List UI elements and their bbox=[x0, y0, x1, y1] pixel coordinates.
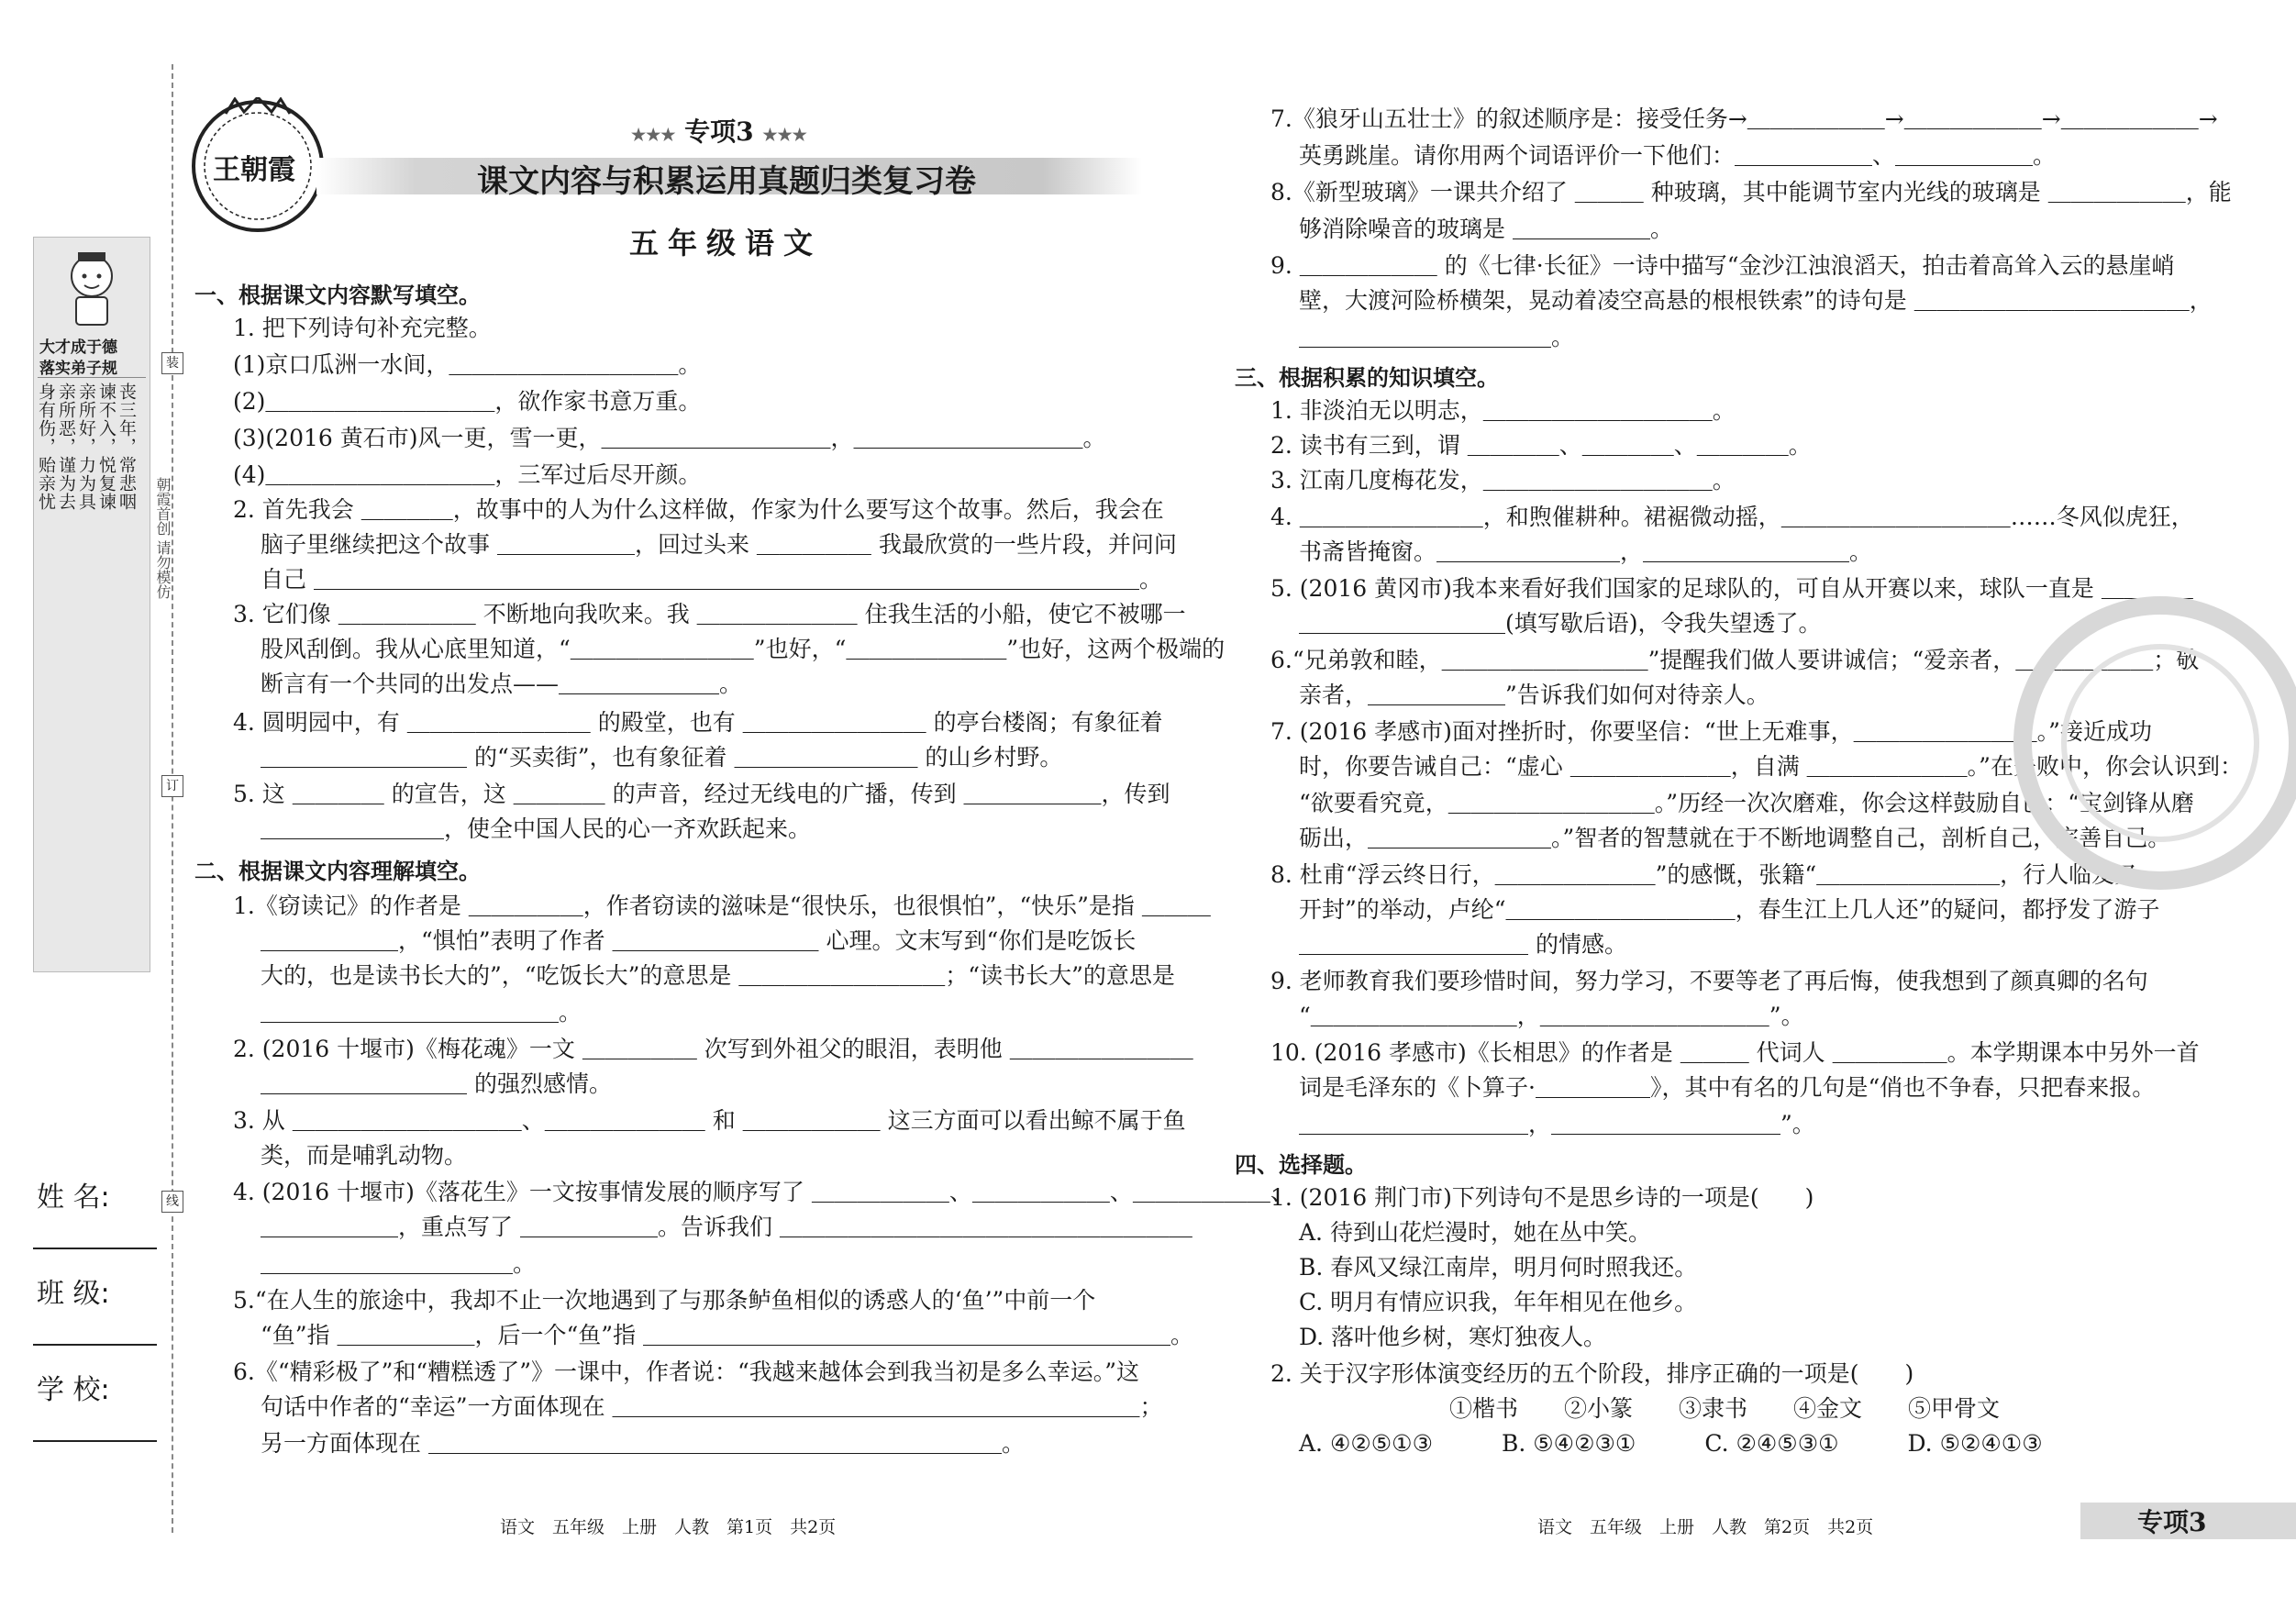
text-line: 9. 老师教育我们要珍惜时间，努力学习，不要等老了再后悔，使我想到了颜真卿的名句 bbox=[1270, 968, 2148, 994]
text-line: 1. 把下列诗句补充完整。 bbox=[233, 315, 492, 341]
text-line: ＿＿＿＿＿＿＿＿＿(填写歇后语)，令我失望透了。 bbox=[1299, 610, 1822, 637]
text-line: 脑子里继续把这个故事 ＿＿＿＿＿＿，回过头来 ＿＿＿＿＿ 我最欣赏的一些片段，并问问 bbox=[261, 531, 1177, 558]
text-line: 1. (2016 荆门市)下列诗句不是思乡诗的一项是( ) bbox=[1270, 1184, 1814, 1211]
text-line: 4. (2016 十堰市)《落花生》一文按事情发展的顺序写了 ＿＿＿＿＿＿、＿＿＿＿＿＿、＿＿＿＿＿＿、 bbox=[233, 1179, 1293, 1205]
text-line: 股风刮倒。我从心底里知道，“＿＿＿＿＿＿＿＿”也好，“＿＿＿＿＿＿＿”也好，这两个极端的 bbox=[261, 636, 1226, 662]
text-line: 自己 ＿＿＿＿＿＿＿＿＿＿＿＿＿＿＿＿＿＿＿＿＿＿＿＿＿＿＿＿＿＿＿＿＿＿＿＿。 bbox=[261, 566, 1162, 593]
text-line: 英勇跳崖。请你用两个词语评价一下他们：＿＿＿＿＿＿、＿＿＿＿＿＿。 bbox=[1299, 142, 2057, 169]
school-field[interactable] bbox=[33, 1440, 157, 1442]
text-line: ＿＿＿＿＿＿，“惧怕”表明了作者 ＿＿＿＿＿＿＿＿＿ 心理。文末写到“你们是吃饭长 bbox=[261, 927, 1137, 954]
text-line: 9. ＿＿＿＿＿＿ 的《七律·长征》一诗中描写“金沙江浊浪滔天，拍击着高耸入云的悬崖峭 bbox=[1270, 252, 2175, 279]
text-line: 2. (2016 十堰市)《梅花魂》一文 ＿＿＿＿＿ 次写到外祖父的眼泪，表明他 ＿＿＿＿＿＿＿＿ bbox=[233, 1036, 1193, 1062]
special-heading bbox=[631, 112, 807, 149]
page-tag: 专项3 bbox=[2137, 1507, 2207, 1537]
text-line: ＿＿＿＿＿＿＿＿＿＿＿＿＿。 bbox=[261, 999, 582, 1026]
option-d: D. 落叶他乡树，寒灯独夜人。 bbox=[1299, 1324, 1607, 1350]
text-line: ＿＿＿＿＿＿＿＿＿ 的强烈感情。 bbox=[261, 1070, 612, 1097]
text-line: ＿＿＿＿＿＿＿＿＿＿＿。 bbox=[1299, 324, 1575, 350]
text-line: 开封”的举动，卢纶“＿＿＿＿＿＿＿＿＿＿，春生江上几人还”的疑问，都抒发了游子 bbox=[1299, 896, 2160, 923]
option-b: B. 春风又绿江南岸，明月何时照我还。 bbox=[1299, 1254, 1698, 1281]
text-line: 1. 非淡泊无以明志，＿＿＿＿＿＿＿＿＿＿。 bbox=[1270, 397, 1736, 424]
special-label: 专项3 bbox=[684, 116, 754, 147]
page-subtitle: 五年级语文 bbox=[629, 226, 823, 261]
left-page-footer: 语文 五年级 上册 人教 第1页 共2页 bbox=[500, 1517, 837, 1537]
text-line: ①楷书 ②小篆 ③隶书 ④金文 ⑤甲骨文 bbox=[1449, 1395, 2001, 1422]
text-line: 亲者，＿＿＿＿＿＿”告诉我们如何对待亲人。 bbox=[1299, 682, 1769, 708]
text-line: 8.《新型玻璃》一课共介绍了 ＿＿＿ 种玻璃，其中能调节室内光线的玻璃是 ＿＿＿＿＿＿，能 bbox=[1270, 179, 2232, 205]
sidebar-col-4: 亲所恶，谨为去 bbox=[56, 383, 76, 511]
sidebar-col-1: 丧三年，常悲咽 bbox=[116, 383, 137, 511]
boy-figure-icon bbox=[60, 247, 124, 329]
watermark-seal-icon bbox=[2009, 596, 2296, 899]
text-line: 壁，大渡河险桥横架，晃动着凌空高悬的根根铁索”的诗句是 ＿＿＿＿＿＿＿＿＿＿＿＿， bbox=[1299, 287, 2213, 314]
text-line: (4)＿＿＿＿＿＿＿＿＿＿，三军过后尽开颜。 bbox=[233, 461, 702, 488]
class-label: 班 级: bbox=[37, 1278, 110, 1310]
sidebar-col-2: 谏不入，悦复谏 bbox=[96, 383, 116, 511]
section-4-heading: 四、选择题。 bbox=[1235, 1152, 1367, 1178]
text-line: “鱼”指 ＿＿＿＿＿＿，后一个“鱼”指 ＿＿＿＿＿＿＿＿＿＿＿＿＿＿＿＿＿＿＿＿＿＿＿。 bbox=[261, 1322, 1194, 1348]
text-line: ＿＿＿＿＿＿，重点写了 ＿＿＿＿＿＿。告诉我们 ＿＿＿＿＿＿＿＿＿＿＿＿＿＿＿＿＿＿ bbox=[261, 1214, 1192, 1240]
text-line: 书斋皆掩窗。＿＿＿＿＿＿＿＿，＿＿＿＿＿＿＿＿＿。 bbox=[1299, 538, 1873, 565]
side-panel bbox=[33, 237, 150, 972]
text-line: (3)(2016 黄石市)风一更，雪一更，＿＿＿＿＿＿＿＿＿＿，＿＿＿＿＿＿＿＿＿＿。 bbox=[233, 425, 1106, 451]
text-line: 时，你要告诫自己：“虚心 ＿＿＿＿＿＿＿，自满 ＿＿＿＿＿＿＿。”在失败中，你会认识到： bbox=[1299, 753, 2243, 780]
text-line: A. ④②⑤①③ B. ⑤④②③① C. ②④⑤③① D. ⑤②④①③ bbox=[1299, 1430, 2043, 1457]
text-line: ＿＿＿＿＿＿＿＿＿＿，＿＿＿＿＿＿＿＿＿＿”。 bbox=[1299, 1111, 1815, 1137]
text-line: 3. 江南几度梅花发，＿＿＿＿＿＿＿＿＿＿。 bbox=[1270, 467, 1736, 494]
stars-left: ★★★ bbox=[631, 126, 676, 145]
right-page-footer: 语文 五年级 上册 人教 第2页 共2页 bbox=[1537, 1517, 1874, 1537]
text-line: 5. 这 ＿＿＿＿ 的宣告，这 ＿＿＿＿ 的声音，经过无线电的广播，传到 ＿＿＿＿＿＿，传到 bbox=[233, 781, 1170, 807]
sidebar-col-3: 亲所好，力为具 bbox=[76, 383, 96, 511]
text-line: “欲要看究竟，＿＿＿＿＿＿＿＿＿。”历经一次次磨难，你会这样鼓励自己：“宝剑锋从磨 bbox=[1299, 790, 2194, 816]
side-divider bbox=[38, 377, 146, 378]
text-line: 4. ＿＿＿＿＿＿＿＿，和煦催耕种。裙裾微动摇，＿＿＿＿＿＿＿＿＿＿……冬风似虎狂， bbox=[1270, 504, 2194, 530]
section-2-heading: 二、根据课文内容理解填空。 bbox=[194, 859, 481, 884]
text-line: ＿＿＿＿＿＿＿＿，使全中国人民的心一齐欢跃起来。 bbox=[261, 815, 812, 842]
name-label: 姓 名: bbox=[37, 1181, 110, 1214]
binding-mark-1: 装 bbox=[161, 352, 183, 374]
text-line: 2. 读书有三到，谓 ＿＿＿＿、＿＿＿＿、＿＿＿＿。 bbox=[1270, 432, 1812, 459]
text-line: 另一方面体现在 ＿＿＿＿＿＿＿＿＿＿＿＿＿＿＿＿＿＿＿＿＿＿＿＿＿。 bbox=[261, 1430, 1025, 1457]
text-line: 7. (2016 孝感市)面对挫折时，你要坚信：“世上无难事，＿＿＿＿＿＿＿＿。”接近成功 bbox=[1270, 718, 2152, 745]
sidebar-col-5: 身有伤，贻亲忧 bbox=[36, 383, 56, 511]
section-1-heading: 一、根据课文内容默写填空。 bbox=[194, 283, 481, 308]
section-3-heading: 三、根据积累的知识填空。 bbox=[1235, 365, 1499, 391]
school-label: 学 校: bbox=[37, 1374, 110, 1406]
logo-text: 王朝霞 bbox=[213, 154, 295, 186]
option-c: C. 明月有情应识我，年年相见在他乡。 bbox=[1299, 1289, 1698, 1315]
side-slogan-2: 落实弟子规 bbox=[39, 360, 117, 378]
text-line: 8. 杜甫“浮云终日行，＿＿＿＿＿＿＿”的感慨，张籍“＿＿＿＿＿＿＿＿，行人临发又 bbox=[1270, 861, 2138, 888]
text-line: 6.《“精彩极了”和“糟糕透了”》一课中，作者说：“我越来越体会到我当初是多么幸运。”这 bbox=[233, 1359, 1140, 1385]
binding-mark-2: 订 bbox=[161, 775, 183, 797]
text-line: (1)京口瓜洲一水间，＿＿＿＿＿＿＿＿＿＿。 bbox=[233, 351, 702, 378]
text-line: 词是毛泽东的《卜算子·＿＿＿＿＿》，其中有名的几句是“俏也不争春，只把春来报。 bbox=[1299, 1074, 2156, 1101]
side-slogan-1: 大才成于德 bbox=[39, 338, 117, 357]
text-line: 5.“在人生的旅途中，我却不止一次地遇到了与那条鲈鱼相似的诱惑人的‘鱼’”中前一个 bbox=[233, 1287, 1096, 1314]
text-line: 7.《狼牙山五壮士》的叙述顺序是：接受任务→＿＿＿＿＿＿→＿＿＿＿＿＿→＿＿＿＿＿＿→ bbox=[1270, 105, 2218, 132]
text-line: (2)＿＿＿＿＿＿＿＿＿＿，欲作家书意万重。 bbox=[233, 388, 702, 415]
text-line: “＿＿＿＿＿＿＿＿＿，＿＿＿＿＿＿＿＿＿＿”。 bbox=[1299, 1003, 1804, 1029]
text-line: 3. 它们像 ＿＿＿＿＿＿ 不断地向我吹来。我 ＿＿＿＿＿＿＿ 住我生活的小船，使它不被哪一 bbox=[233, 601, 1186, 627]
text-line: 砺出，＿＿＿＿＿＿＿＿。”智者的智慧就在于不断地调整自己，剖析自己，完善自己。 bbox=[1299, 825, 2171, 851]
text-line: 6.“兄弟敦和睦，＿＿＿＿＿＿＿＿＿”提醒我们做人要讲诚信；“爱亲者，＿＿＿＿＿＿；敬 bbox=[1270, 647, 2200, 673]
text-line: ＿＿＿＿＿＿＿＿＿＿＿。 bbox=[261, 1250, 537, 1277]
text-line: 5. (2016 黄冈市)我本来看好我们国家的足球队的，可自从开赛以来，球队一直是 ＿＿＿＿ bbox=[1270, 575, 2193, 602]
binding-note: 朝霞首创 请勿模仿 bbox=[154, 477, 172, 600]
text-line: 3. 从 ＿＿＿＿＿＿＿＿＿＿、＿＿＿＿＿＿＿ 和 ＿＿＿＿＿＿ 这三方面可以看出鲸不属于鱼 bbox=[233, 1107, 1186, 1134]
binding-line bbox=[172, 64, 173, 1533]
text-line: 够消除噪音的玻璃是 ＿＿＿＿＿＿。 bbox=[1299, 216, 1673, 242]
text-line: ＿＿＿＿＿＿＿＿＿ 的“买卖街”，也有象征着 ＿＿＿＿＿＿＿＿ 的山乡村野。 bbox=[261, 744, 1063, 771]
text-line: 类，而是哺乳动物。 bbox=[261, 1142, 468, 1169]
text-line: 1.《窃读记》的作者是 ＿＿＿＿＿，作者窃读的滋味是“很快乐，也很惧怕”，“快乐”是指 ＿＿＿ bbox=[233, 893, 1211, 919]
text-line: 大的，也是读书长大的”，“吃饭长大”的意思是 ＿＿＿＿＿＿＿＿＿；“读书长大”的意思是 bbox=[261, 962, 1175, 989]
text-line: ＿＿＿＿＿＿＿＿＿＿ 的情感。 bbox=[1299, 931, 1627, 958]
option-a: A. 待到山花烂漫时，她在丛中笑。 bbox=[1299, 1219, 1651, 1246]
binding-mark-3: 线 bbox=[161, 1191, 183, 1213]
stars-right: ★★★ bbox=[762, 126, 807, 145]
text-line: 4. 圆明园中，有 ＿＿＿＿＿＿＿＿ 的殿堂，也有 ＿＿＿＿＿＿＿＿ 的亭台楼阁；有象征着 bbox=[233, 709, 1163, 736]
text-line: 2. 首先我会 ＿＿＿＿，故事中的人为什么这样做，作家为什么要写这个故事。然后，我会在 bbox=[233, 496, 1164, 523]
page-title: 课文内容与积累运用真题归类复习卷 bbox=[477, 163, 976, 200]
text-line: 断言有一个共同的出发点——＿＿＿＿＿＿＿。 bbox=[261, 671, 743, 697]
text-line: 句话中作者的“幸运”一方面体现在 ＿＿＿＿＿＿＿＿＿＿＿＿＿＿＿＿＿＿＿＿＿＿＿； bbox=[261, 1393, 1163, 1420]
class-field[interactable] bbox=[33, 1344, 157, 1346]
text-line: 10. (2016 孝感市)《长相思》的作者是 ＿＿＿ 代词人 ＿＿＿＿＿。本学期课本中另外一首 bbox=[1270, 1039, 2200, 1066]
name-field[interactable] bbox=[33, 1248, 157, 1249]
text-line: 2. 关于汉字形体演变经历的五个阶段，排序正确的一项是( ) bbox=[1270, 1360, 1914, 1387]
